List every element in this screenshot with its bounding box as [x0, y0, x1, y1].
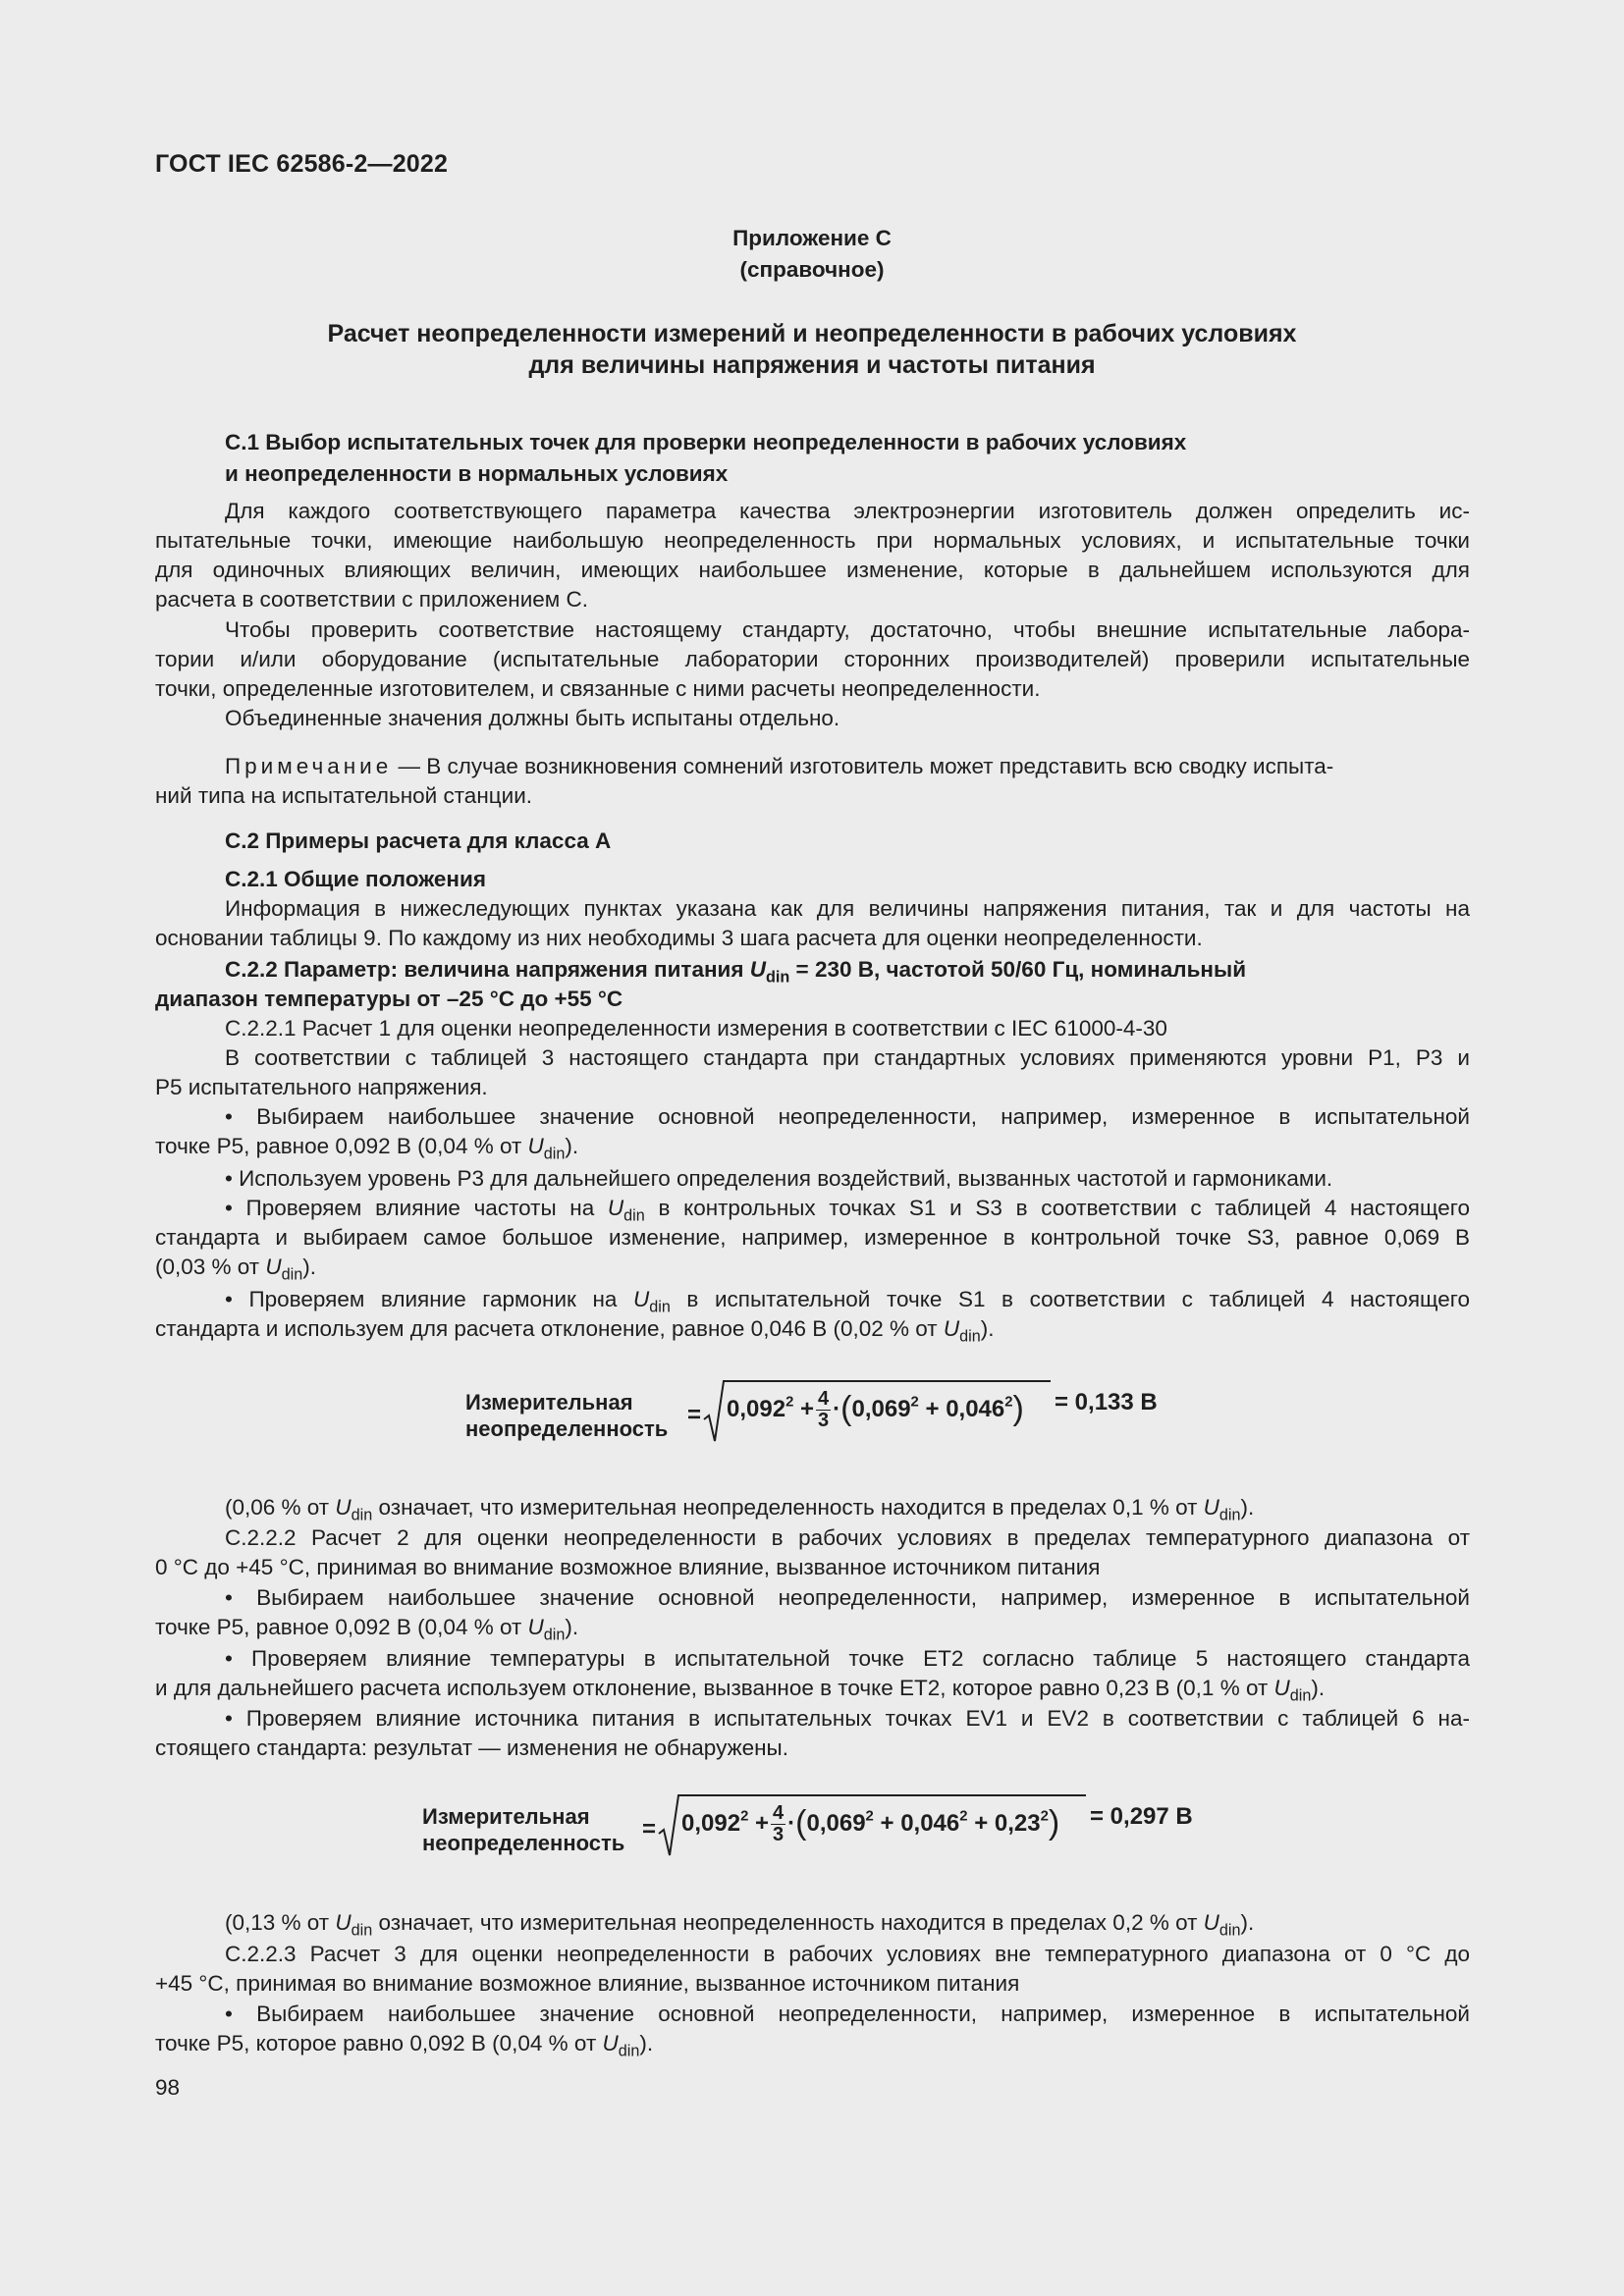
paragraph-line: Для каждого соответствующего параметра качества электроэнергии изготовитель должен определить ис- — [225, 499, 1470, 523]
bullet-line: • Используем уровень Р3 для дальнейшего определения воздействий, вызванных частотой и гармониками. — [225, 1166, 1333, 1191]
sqrt-icon — [658, 1794, 679, 1859]
bullet-line: • Проверяем влияние частоты на $U_{din}$ в контрольных точках S1 и S3 в соответствии с таблицей 4 настоящего — [225, 1196, 1470, 1225]
paragraph-line: пытательные точки, имеющие наибольшую неопределенность при нормальных условиях, и испытательные точки — [155, 528, 1470, 553]
paragraph-line: тории и/или оборудование (испытательные лаборатории сторонних производителей) проверили испытательные — [155, 647, 1470, 671]
standard-id: ГОСТ IEC 62586-2—2022 — [155, 150, 449, 178]
sqrt-icon — [703, 1380, 725, 1445]
subsection-title-c223: С.2.2.3 Расчет 3 для оценки неопределенности в рабочих условиях вне температурного диапазона от 0 °С до — [225, 1942, 1470, 1966]
annex-title: Приложение С — [732, 226, 892, 250]
paragraph-line: Р5 испытательного напряжения. — [155, 1075, 488, 1099]
section-heading-c22-cont: диапазон температуры от –25 °С до +55 °С — [155, 987, 623, 1011]
note-line: ний типа на испытательной станции. — [155, 783, 533, 808]
formula-label: Измерительная неопределенность — [422, 1804, 625, 1855]
paragraph-line: В соответствии с таблицей 3 настоящего стандарта при стандартных условиях применяются уровни Р1, Р3 и — [225, 1045, 1470, 1070]
bullet-line: (0,03 % от $U_{din}$). — [155, 1255, 316, 1284]
formula-measurement-uncertainty-2: Измерительная неопределенность = 0,092$^2$ + $\frac{4}{3}$ $\cdot(0,069^2 + 0,046^2 + 0,23^2)$ = 0,297 В — [422, 1789, 1227, 1877]
paragraph-line: Чтобы проверить соответствие настоящему стандарту, достаточно, чтобы внешние испытательные лабора- — [225, 617, 1470, 642]
formula-body: 0,092$^2$ + $\frac{4}{3}$ $\cdot(0,069^2 + 0,046^2)$ — [727, 1388, 1024, 1431]
bullet-line: стоящего стандарта: результат — изменения не обнаружены. — [155, 1735, 788, 1760]
formula-label: Измерительная неопределенность — [465, 1390, 669, 1441]
bullet-line: • Выбираем наибольшее значение основной неопределенности, например, измеренное в испытательной — [225, 1104, 1470, 1129]
paragraph-line: Объединенные значения должны быть испытаны отдельно. — [225, 706, 840, 730]
bullet-line: • Проверяем влияние источника питания в испытательных точках ЕV1 и ЕV2 в соответствии с таблицей 6 на- — [225, 1706, 1470, 1731]
paragraph-line: (0,13 % от $U_{din}$ означает, что измерительная неопределенность находится в пределах 0,2 % от $U_{din}$). — [225, 1910, 1255, 1940]
bullet-line: и для дальнейшего расчета используем отклонение, вызванное в точке ЕТ2, которое равно 0,23 В (0,1 % от $U_{din}$). — [155, 1676, 1326, 1705]
page-number: 98 — [155, 2075, 181, 2100]
annex-type: (справочное) — [739, 257, 885, 282]
section-heading-c21: С.2.1 Общие положения — [225, 867, 486, 891]
bullet-line: • Выбираем наибольшее значение основной неопределенности, например, измеренное в испытательной — [225, 2002, 1470, 2026]
paragraph-line: Информация в нижеследующих пунктах указана как для величины напряжения питания, так и для частоты на — [225, 896, 1470, 921]
note-label: Примечание — [225, 754, 393, 778]
paragraph-line: для одиночных влияющих величин, имеющих наибольшее изменение, которые в дальнейшем используются для — [155, 558, 1470, 582]
paragraph-line: расчета в соответствии с приложением С. — [155, 587, 588, 612]
paragraph-line: 0 °С до +45 °С, принимая во внимание возможное влияние, вызванное источником питания — [155, 1555, 1101, 1579]
bullet-line: точке Р5, равное 0,092 В (0,04 % от $U_{din}$). — [155, 1134, 579, 1163]
formula-result: = 0,133 В — [1055, 1389, 1158, 1415]
bullet-line: стандарта и выбираем самое большое изменение, например, измеренное в контрольной точке S3, равное 0,069 В — [155, 1225, 1470, 1250]
section-heading-c22: С.2.2 Параметр: величина напряжения питания $U_{din} = 230$ В, частотой 50/60 Гц, номинальный — [225, 957, 1247, 987]
formula-result: = 0,297 В — [1090, 1803, 1193, 1830]
formula-body: 0,092$^2$ + $\frac{4}{3}$ $\cdot(0,069^2 + 0,046^2 + 0,23^2)$ — [681, 1802, 1060, 1845]
paragraph-line: точки, определенные изготовителем, и связанные с ними расчеты неопределенности. — [155, 676, 1041, 701]
formula-measurement-uncertainty-1: Измерительная неопределенность = 0,092$^2$ + $\frac{4}{3}$ $\cdot(0,069^2 + 0,046^2)$ = 0,133 В — [465, 1374, 1192, 1463]
section-heading-c2: С.2 Примеры расчета для класса А — [225, 828, 612, 853]
paragraph-line: +45 °С, принимая во внимание возможное влияние, вызванное источником питания — [155, 1971, 1020, 1996]
page-title-line1: Расчет неопределенности измерений и неопределенности в рабочих условиях — [327, 320, 1297, 347]
paragraph-line: (0,06 % от $U_{din}$ означает, что измерительная неопределенность находится в пределах 0,1 % от $U_{din}$). — [225, 1495, 1255, 1524]
bullet-line: • Проверяем влияние температуры в испытательной точке ЕТ2 согласно таблице 5 настоящего стандарта — [225, 1646, 1470, 1671]
page-title-line2: для величины напряжения и частоты питания — [528, 351, 1096, 379]
bullet-line: стандарта и используем для расчета отклонение, равное 0,046 В (0,02 % от $U_{din}$). — [155, 1316, 995, 1346]
note-line: Примечание — В случае возникновения сомнений изготовитель может представить всю сводку испыта- — [225, 754, 1334, 778]
section-heading-c1: С.1 Выбор испытательных точек для проверки неопределенности в рабочих условиях — [225, 430, 1187, 454]
bullet-line: • Выбираем наибольшее значение основной неопределенности, например, измеренное в испытательной — [225, 1585, 1470, 1610]
paragraph-line: основании таблицы 9. По каждому из них необходимы 3 шага расчета для оценки неопределенности. — [155, 926, 1203, 950]
subsection-title-c222: С.2.2.2 Расчет 2 для оценки неопределенности в рабочих условиях в пределах температурного диапазона от — [225, 1525, 1470, 1550]
bullet-line: • Проверяем влияние гармоник на $U_{din}$ в испытательной точке S1 в соответствии с таблицей 4 настоящего — [225, 1287, 1470, 1316]
section-heading-c1-cont: и неопределенности в нормальных условиях — [225, 461, 729, 486]
bullet-line: точке Р5, равное 0,092 В (0,04 % от $U_{din}$). — [155, 1615, 579, 1644]
subsection-title-c221: С.2.2.1 Расчет 1 для оценки неопределенности измерения в соответствии с IEC 61000-4-30 — [225, 1016, 1167, 1041]
bullet-line: точке Р5, которое равно 0,092 В (0,04 % от $U_{din}$). — [155, 2031, 654, 2060]
